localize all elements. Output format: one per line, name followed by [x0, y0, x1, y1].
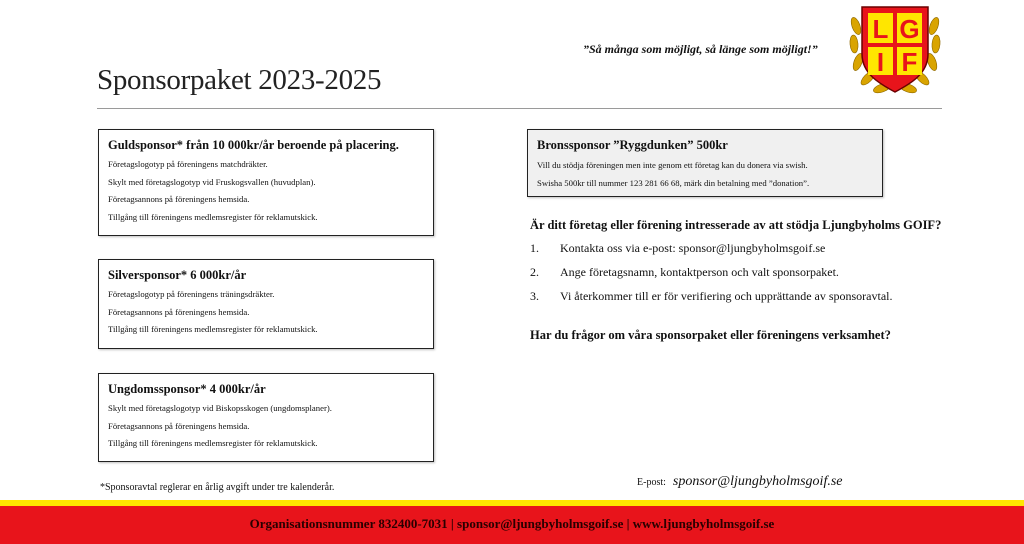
silver-package-box: [98, 259, 434, 349]
email-contact: [637, 472, 843, 490]
youth-package-heading: Ungdomssponsor* 4 000kr/år: [108, 382, 266, 396]
logo-letter-3: I: [876, 47, 885, 77]
footnote: *Sponsoravtal reglerar en årlig avgift under tre kalenderår.: [100, 482, 335, 493]
logo-letter-4: F: [901, 47, 918, 77]
logo-letter-1: L: [872, 14, 889, 44]
package-benefit: Vill du stödja föreningen men inte genom ett företag kan du donera via swish.: [537, 160, 808, 170]
step-text: Kontakta oss via e-post: sponsor@ljungbyholmsgoif.se: [560, 241, 826, 255]
package-benefit: Tillgång till föreningens medlemsregister för reklamutskick.: [108, 438, 318, 448]
step-number: 2.: [530, 265, 539, 279]
package-benefit: Tillgång till föreningens medlemsregister för reklamutskick.: [108, 324, 318, 334]
package-benefit: Skylt med företagslogotyp vid Fruskogsvallen (huvudplan).: [108, 176, 316, 187]
youth-package-box: [98, 373, 434, 462]
package-benefit: Företagsannons på föreningens hemsida.: [108, 194, 250, 204]
package-benefit: Företagslogotyp på föreningens matchdräkter.: [108, 159, 268, 169]
bronze-package-heading: Bronssponsor ”Ryggdunken” 500kr: [537, 138, 728, 152]
package-benefit: Tillgång till föreningens medlemsregister för reklamutskick.: [108, 211, 318, 222]
step-text: Vi återkommer till er för verifiering och upprättande av sponsoravtal.: [560, 289, 893, 303]
bronze-package-box: [527, 129, 883, 197]
package-benefit: Swisha 500kr till nummer 123 281 66 68, märk din betalning med ”donation”.: [537, 177, 810, 188]
header-divider: [97, 108, 942, 109]
email-link[interactable]: sponsor@ljungbyholmsgoif.se: [672, 474, 843, 489]
questions-prompt: Har du frågor om våra sponsorpaket eller föreningens verksamhet?: [530, 328, 891, 342]
contact-question: Är ditt företag eller förening intresserade av att stödja Ljungbyholms GOIF?: [530, 218, 942, 232]
step-number: 1.: [530, 241, 539, 255]
package-benefit: Företagsannons på föreningens hemsida.: [108, 306, 250, 317]
footer-text: Organisationsnummer 832400-7031 | sponsor@ljungbyholmsgoif.se | www.ljungbyholmsgoif.se: [249, 516, 775, 531]
gold-package-heading: Guldsponsor* från 10 000kr/år beroende på placering.: [108, 138, 399, 152]
page-title: Sponsorpaket 2023-2025: [97, 64, 382, 96]
email-label: E-post:: [637, 477, 666, 488]
package-benefit: Företagsannons på föreningens hemsida.: [108, 420, 250, 431]
logo-letter-2: G: [899, 14, 920, 44]
club-tagline: ”Så många som möjligt, så länge som möjligt!”: [583, 42, 818, 56]
gold-package-box: [98, 129, 434, 236]
step-number: 3.: [530, 289, 539, 303]
footer-bar: [0, 506, 1024, 544]
club-logo: [848, 4, 942, 96]
silver-package-heading: Silversponsor* 6 000kr/år: [108, 268, 247, 282]
package-benefit: Företagslogotyp på föreningens träningsdräkter.: [108, 289, 275, 299]
package-benefit: Skylt med företagslogotyp vid Biskopsskogen (ungdomsplaner).: [108, 403, 332, 413]
step-text: Ange företagsnamn, kontaktperson och valt sponsorpaket.: [560, 265, 839, 279]
